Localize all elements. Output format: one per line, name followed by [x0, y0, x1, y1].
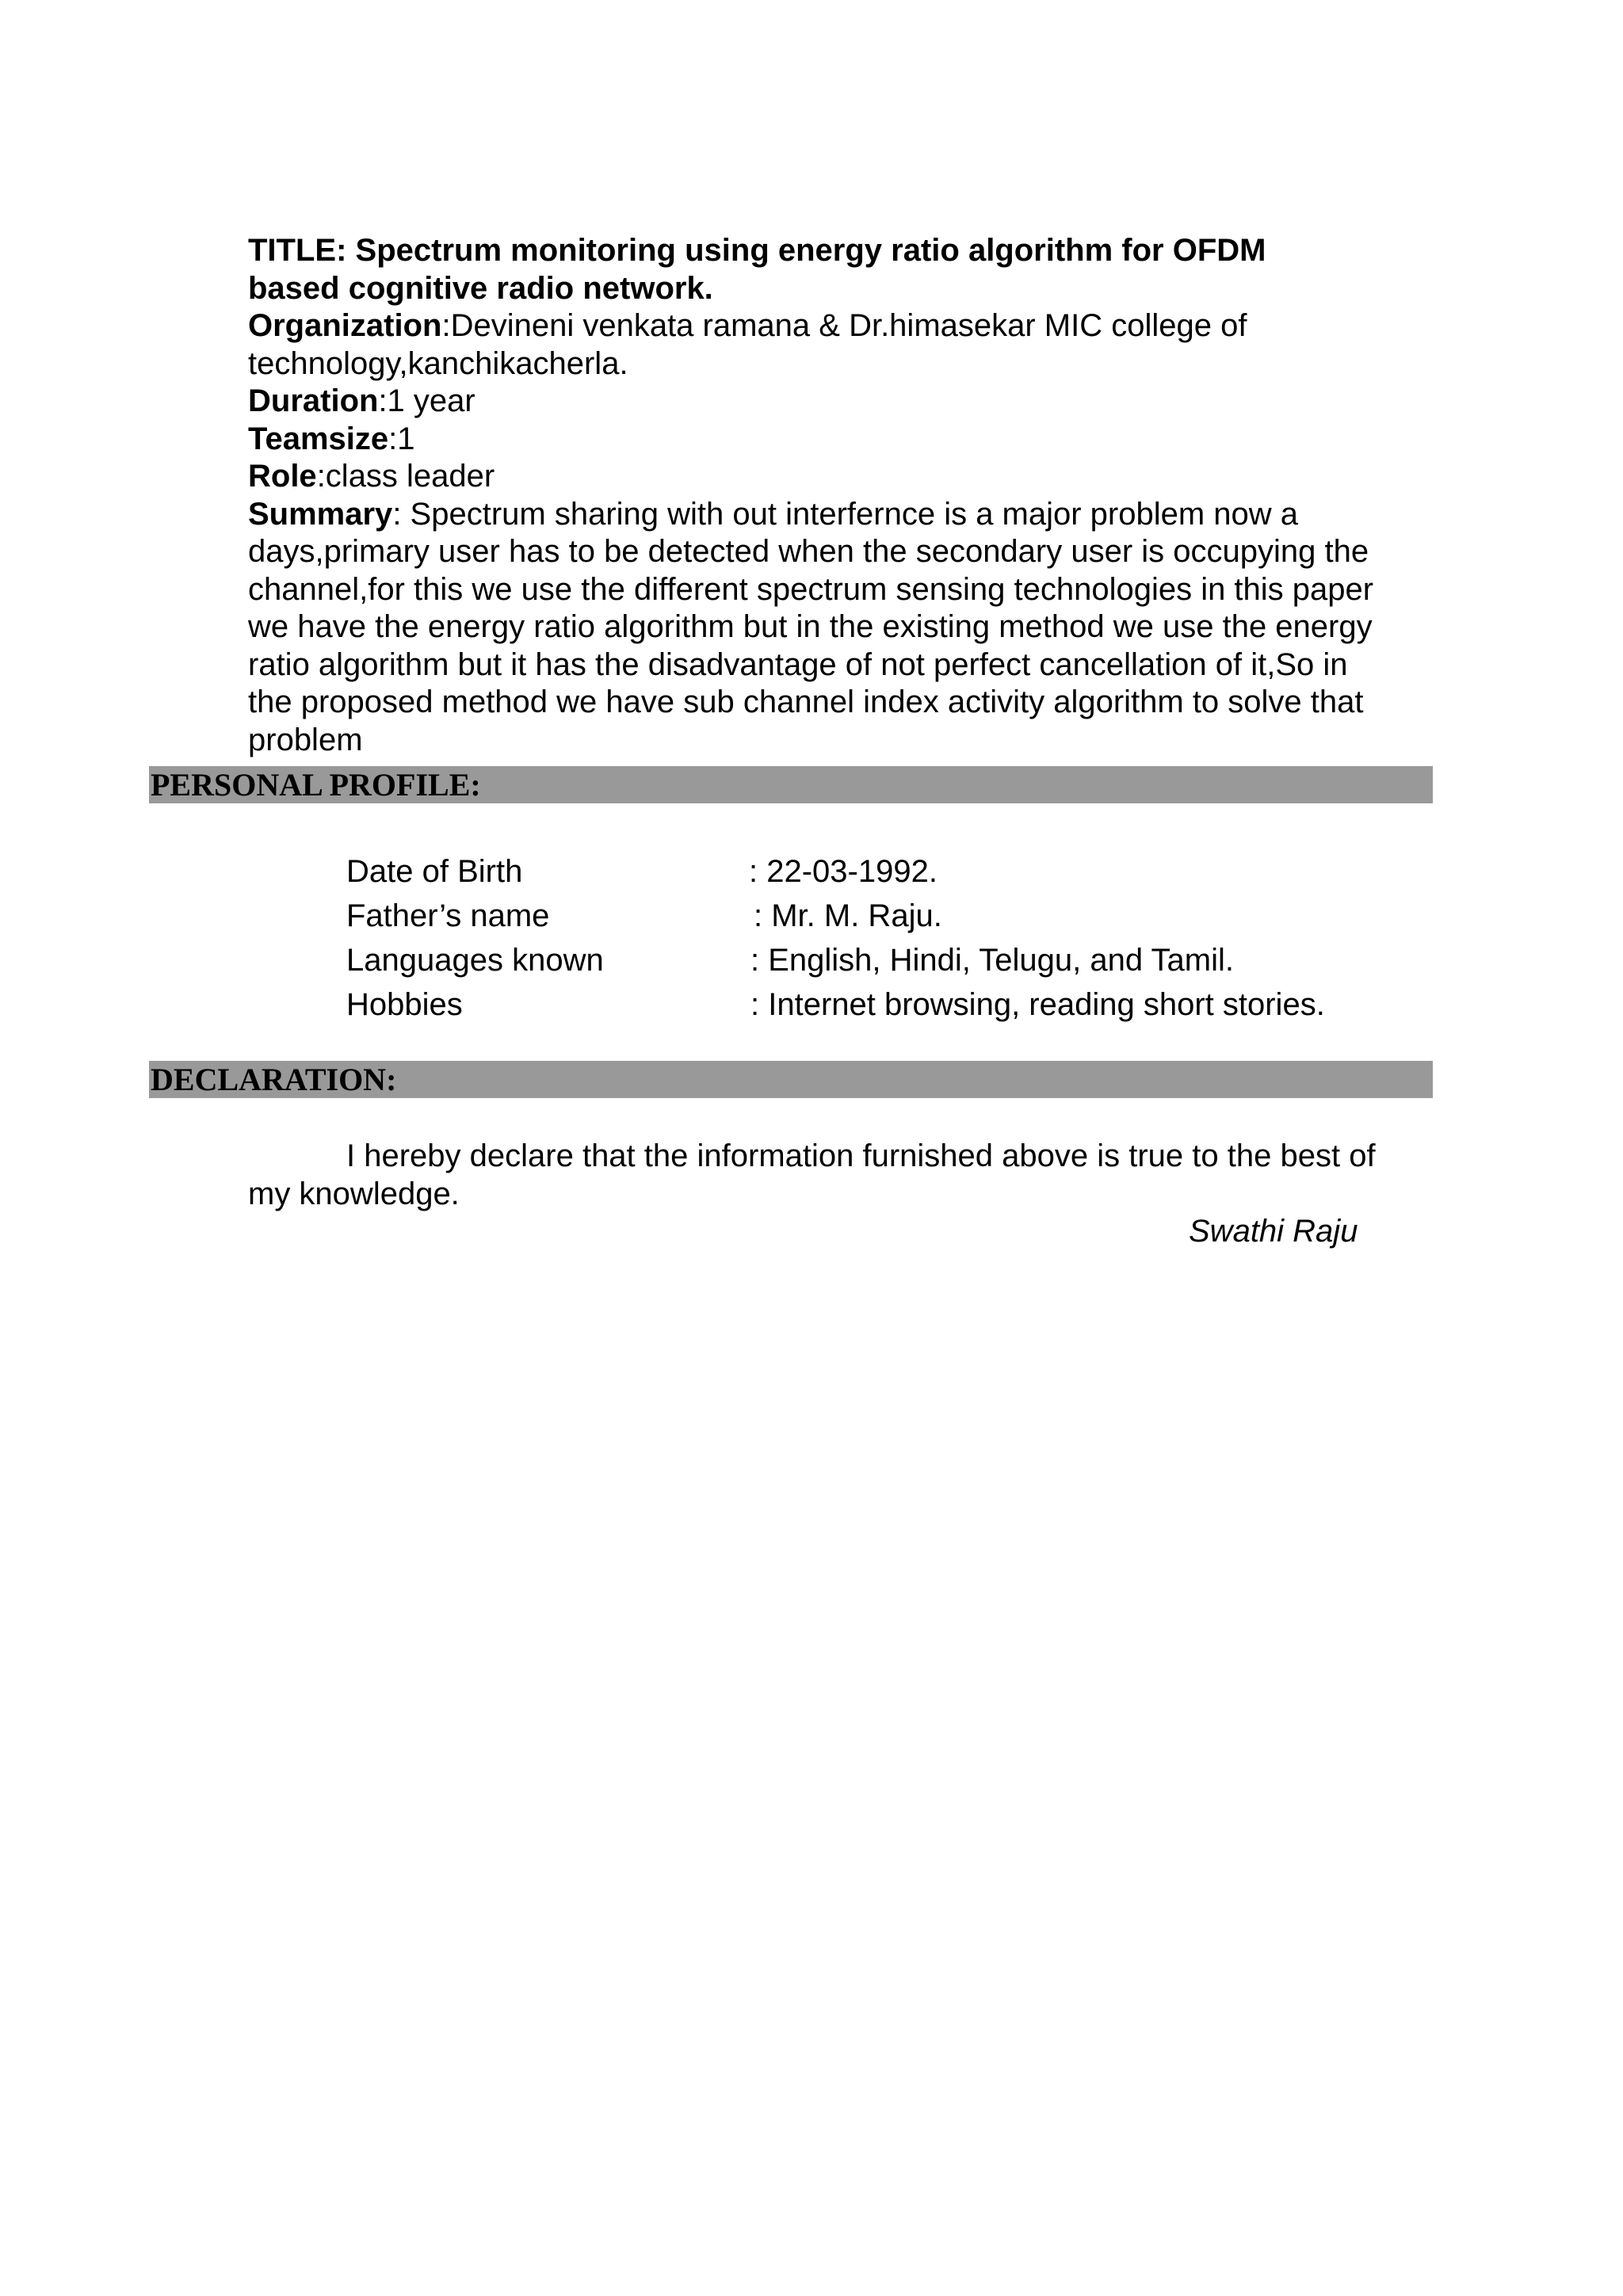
profile-value: : 22-03-1992.: [749, 854, 938, 889]
teamsize-value: :1: [388, 421, 415, 456]
profile-row-father: [346, 894, 1424, 938]
profile-row-dob: [346, 849, 1424, 894]
personal-profile-list: [346, 849, 1424, 1027]
signature: Swathi Raju: [1189, 1214, 1358, 1249]
profile-key: Date of Birth: [346, 854, 523, 889]
project-title: TITLE: Spectrum monitoring using energy ratio algorithm for OFDM based cognitive radio network.: [248, 233, 1266, 306]
profile-value: : Mr. M. Raju.: [754, 898, 942, 933]
duration-value: :1 year: [378, 383, 475, 418]
summary-value: : Spectrum sharing with out interfernce is a major problem now a days,primary user has to be detected when the secondary user is occupying the channel,for this we use the different spectrum sensing technologies in this paper we have the energy ratio algorithm but in the existing method we use the energy ratio algorithm but it has the disadvantage of not perfect cancellation of it,So in the proposed method we have sub channel index activity algorithm to solve that problem: [248, 496, 1374, 757]
organization-line: [248, 307, 1389, 383]
profile-key: Hobbies: [346, 987, 463, 1022]
profile-key: Father’s name: [346, 898, 550, 933]
declaration-text: I hereby declare that the information furnished above is true to the best of my knowledge.: [248, 1138, 1376, 1211]
personal-profile-heading: PERSONAL PROFILE:: [151, 767, 481, 803]
profile-row-hobbies: [346, 982, 1424, 1027]
profile-key: Languages known: [346, 943, 604, 978]
personal-profile-heading-bar: [149, 766, 1433, 803]
profile-value: : Internet browsing, reading short stories.: [750, 987, 1325, 1022]
declaration-heading-bar: [149, 1061, 1433, 1098]
teamsize-line: [248, 421, 1389, 459]
declaration-heading: DECLARATION:: [151, 1062, 397, 1097]
teamsize-label: Teamsize: [248, 421, 389, 456]
organization-value: :Devineni venkata ramana & Dr.himasekar MIC college of technology,kanchikacherla.: [248, 308, 1247, 381]
summary-label: Summary: [248, 496, 393, 532]
profile-value: : English, Hindi, Telugu, and Tamil.: [750, 943, 1234, 978]
duration-line: [248, 383, 1389, 421]
project-section: [248, 232, 1389, 759]
organization-label: Organization: [248, 308, 442, 343]
role-value: :class leader: [316, 459, 495, 494]
declaration-paragraph: [248, 1137, 1389, 1213]
duration-label: Duration: [248, 383, 379, 418]
profile-row-languages: [346, 938, 1424, 982]
role-label: Role: [248, 459, 317, 494]
summary-line: [248, 496, 1389, 760]
role-line: [248, 458, 1389, 496]
